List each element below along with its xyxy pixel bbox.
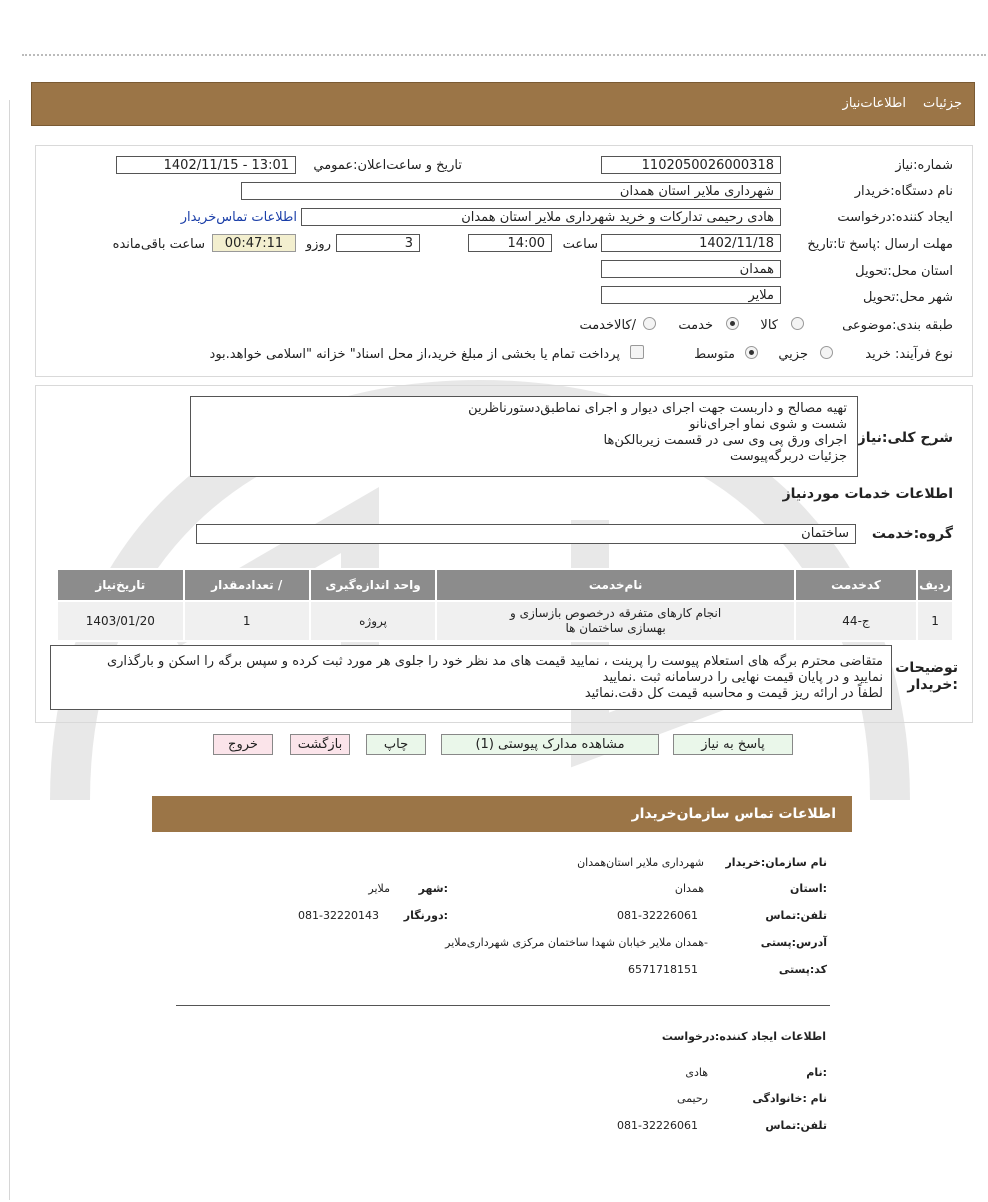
city-label: شهر محل:تحویل: [863, 290, 953, 305]
buyer-note-line: متقاضی محترم برگه های استعلام پیوست را پرینت ، نمایید قیمت های مد نظر خود را جلوی هر مورد ثبت کرده و سپس برگه را اسکن و بارگذاری: [106, 654, 883, 669]
buyer-org-label: نام دستگاه:خریدار: [854, 184, 953, 199]
contact-phone-label: تلفن:تماس: [765, 909, 827, 922]
process-radio-medium[interactable]: [745, 346, 758, 359]
deadline-label: مهلت ارسال :پاسخ تا:تاریخ: [807, 237, 953, 252]
col-service-name: نام‌خدمت: [436, 569, 795, 601]
category-radio-goods-service[interactable]: [643, 317, 656, 330]
deadline-time-field[interactable]: 14:00: [468, 234, 552, 252]
category-option-goods-service: /کالاخدمت: [579, 318, 636, 333]
service-group-label: گروه:خدمت: [871, 526, 953, 542]
fax-label: :دورنگار: [403, 909, 448, 922]
category-option-goods: کالا: [760, 318, 778, 333]
table-header-row: [57, 569, 953, 601]
address-label: آدرس:پستی: [760, 936, 827, 949]
creator-label: ایجاد کننده:درخواست: [837, 210, 953, 225]
days-label: روزو: [305, 237, 331, 252]
need-number-field[interactable]: 1102050026000318: [601, 156, 781, 174]
tab-need-info[interactable]: اطلاعات‌نیاز: [842, 96, 906, 111]
treasury-payment-note: پرداخت تمام یا بخشی از مبلغ خرید،از محل اسناد" خزانه "اسلامی خواهد.بود: [209, 347, 620, 362]
col-unit: واحد اندازه‌گیری: [310, 569, 436, 601]
contact-province-label: :استان: [790, 882, 827, 895]
province-label: استان محل:تحویل: [855, 264, 953, 279]
service-group-field[interactable]: ساختمان: [196, 524, 856, 544]
deadline-date-field[interactable]: 1402/11/18: [601, 234, 781, 252]
creator-family-label: نام :خانوادگی: [752, 1092, 827, 1105]
buyer-contact-link[interactable]: اطلاعات تماس‌خریدار: [180, 210, 297, 225]
reply-button[interactable]: پاسخ به نیاز: [673, 734, 793, 755]
col-need-date: تاریخ‌نیاز: [57, 569, 184, 601]
process-option-medium: متوسط: [694, 347, 735, 362]
cell-unit: پروژه: [310, 601, 436, 641]
need-number-label: شماره:نیاز: [895, 158, 953, 173]
remaining-label: ساعت باقی‌مانده: [112, 237, 205, 252]
process-label: نوع فرآیند: خرید: [865, 347, 953, 362]
header-bar: [31, 82, 975, 126]
contact-divider: [176, 1005, 830, 1006]
creator-family-value: رحیمی: [677, 1092, 708, 1105]
category-radio-service[interactable]: [726, 317, 739, 330]
summary-line: تهیه مصالح و داربست جهت اجرای دیوار و اجرای نماطبق‌دستورناظرین: [468, 401, 847, 416]
buyer-notes-box: [50, 645, 892, 710]
category-option-service: خدمت: [678, 318, 713, 333]
org-name-label: نام سازمان:خریدار: [725, 856, 827, 869]
contact-section-bar: [152, 796, 852, 832]
top-divider: [22, 54, 986, 56]
province-field[interactable]: همدان: [601, 260, 781, 278]
treasury-payment-checkbox[interactable]: [630, 345, 644, 359]
col-row-number: ردیف: [917, 569, 953, 601]
table-row: [57, 601, 953, 641]
summary-line: اجرای ورق پی وی سی در قسمت زیربالکن‌ها: [603, 433, 847, 448]
cell-need-date: 1403/01/20: [57, 601, 184, 641]
col-service-code: کدخدمت: [795, 569, 917, 601]
creator-field[interactable]: هادی رحیمی تدارکات و خرید شهرداری ملایر استان همدان: [301, 208, 781, 226]
remaining-timer: 00:47:11: [212, 234, 296, 252]
tab-details[interactable]: جزئیات: [923, 96, 962, 111]
category-label: طبقه بندی:موضوعی: [842, 318, 953, 333]
contact-city-label: :شهر: [418, 882, 448, 895]
postal-code-label: کد:پستی: [778, 963, 827, 976]
contact-province-value: همدان: [674, 882, 704, 895]
print-button[interactable]: چاپ: [366, 734, 426, 755]
buyer-org-field[interactable]: شهرداری ملایر استان همدان: [241, 182, 781, 200]
contact-phone-value: 081-32226061: [617, 909, 698, 922]
fax-value: 081-32220143: [298, 909, 379, 922]
buyer-note-line: نمایید و در پایان قیمت نهایی را درسامانه ثبت .نمایید: [602, 670, 883, 685]
creator-info-title: اطلاعات ایجاد کننده:درخواست: [661, 1030, 826, 1043]
creator-phone-value: 081-32226061: [617, 1119, 698, 1132]
col-quantity: / تعدادمقدار: [184, 569, 310, 601]
city-field[interactable]: ملایر: [601, 286, 781, 304]
summary-label: شرح کلی:نیاز: [857, 430, 953, 446]
announce-label: تاریخ و ساعت‌اعلان:عمومي: [313, 158, 462, 173]
cell-quantity: 1: [184, 601, 310, 641]
cell-row-number: 1: [917, 601, 953, 641]
announce-field[interactable]: 1402/11/15 - 13:01: [116, 156, 296, 174]
summary-line: شست و شوی نماو اجرای‌نانو: [689, 417, 847, 432]
back-button[interactable]: بازگشت: [290, 734, 350, 755]
category-radio-goods[interactable]: [791, 317, 804, 330]
view-documents-button[interactable]: مشاهده مدارک پیوستی (1): [441, 734, 659, 755]
cell-service-name: انجام کارهای متفرقه درخصوص بازسازی و بهسازی ساختمان ها: [436, 601, 795, 641]
days-field[interactable]: 3: [336, 234, 420, 252]
need-info-panel: [35, 145, 973, 377]
summary-box: [190, 396, 858, 477]
cell-service-code: ج-44: [795, 601, 917, 641]
address-value: -همدان ملایر خیابان شهدا ساختمان مرکزی شهرداری‌ملایر: [445, 936, 708, 949]
contact-section-title: اطلاعات تماس سازمان‌خریدار: [631, 806, 836, 822]
time-label: ساعت: [562, 237, 598, 252]
contact-city-value: ملایر: [368, 882, 390, 895]
process-option-minor: جزيي: [778, 347, 808, 362]
creator-phone-label: تلفن:تماس: [765, 1119, 827, 1132]
creator-name-value: هادی: [685, 1066, 708, 1079]
postal-code-value: 6571718151: [628, 963, 698, 976]
buyer-note-line: لطفاً در ارائه ریز قیمت و محاسبه قیمت کل دقت.نمائید: [584, 686, 883, 701]
services-table: [56, 568, 954, 642]
process-radio-minor[interactable]: [820, 346, 833, 359]
left-border: [9, 100, 10, 1200]
buyer-notes-label: توضیحات :خریدار: [895, 660, 958, 693]
summary-line: جزئیات دربرگه‌پیوست: [729, 449, 847, 464]
exit-button[interactable]: خروج: [213, 734, 273, 755]
creator-name-label: :نام: [806, 1066, 827, 1079]
org-name-value: شهرداری ملایر استان‌همدان: [577, 856, 704, 869]
services-title: اطلاعات خدمات موردنیاز: [782, 486, 953, 502]
